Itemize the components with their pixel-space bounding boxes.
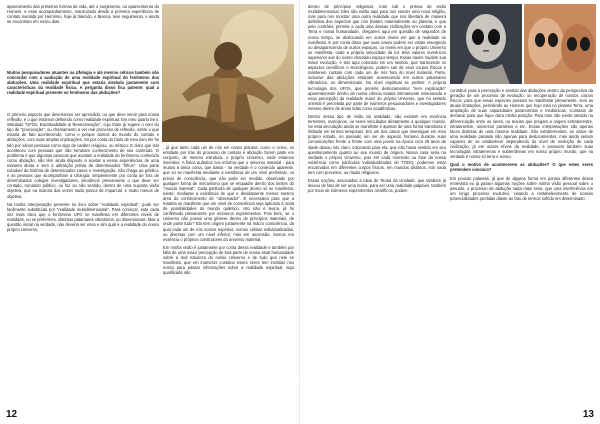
page-number-right: 13 [582,409,594,420]
ancient-figure-painting [162,4,294,142]
paragraph: Dentro dessa tipo de visão da realidade, não existem em essência terrestres, marcianos, ou seres vinculados diretamente a qualquer mundo. Se esta vinculação ainda se manifeste é apenas de uma forma transitória e limitada em termos temporais. Em um dos casos que investiguei em meu próprio estado, no passado um ser de aspecto humano durante suas comunicações frente a frente com uma jovem na época com 28 anos de idade deixou isto claro, colocando para ela, que não havia sentido em seu questionamento quanto ao seu mundo de origem. Nossa casa seria na verdade o próprio Universo, pois em cada momento ou fase da nossa existência como partículas individualizadas do TODO, podemos estar encarnados em diferentes corpos físicos, em mundos distintos. Isto nada tem com preceitos, ou rituais religiosos. [308,113,446,175]
paragraph: dentro de princípios religiosos, mas sob o prisma de visão multidimensional. Eles não estão aqui para nos vender uma nova religião, mas para nos mostrar uma outra realidade que nos libertará de maneira definitiva dos aspectos que nos limitam materialmente ao planeta, e que pelo contrário, permite a cada uma dessas civilizações em contato com a Terra e nossa humanidade, chegarem aqui em questão de segundos de nosso tempo, se deslocando em outros níveis em que a realidade se manifesta. E por conta disso que suas naves podem ser vistas emergindo ou desaparecendo de outros espaços, ou níveis em que o próprio Universo se manifesta, onde a própria velocidade da luz teria valores numéricos superiores aos do nosso chamado espaço-tempo. Essas naves mudam sua maior evolução, e isto aqui colocado em um sentido, que transcende os aspectos científicos e tecnológicos, podem sair de seus corpos físicos e manterem contato com cada um de nós fora do nível material. Parte, inclusive das abduções estariam acontecendo em outros patamares vibratórios, ou dimensionais. No nível espiritual se preferir. A própria tecnologia dos UFOs, que permite deslocamentos "sem explicação" aparentemente dentro de nossa ciência estaria intimamente relacionada a essa percepção da realidade maior do próprio Universo, que no sentido oriental é percebida por parte de inúmeros pesquisadores e investigadores mesmo dentro de áreas tidas como acadêmicas. [308,4,446,111]
alien-gray-image [450,4,522,84]
page-number-left: 12 [6,409,18,420]
alien-gray-photo [450,4,522,84]
left-col2 [163,145,294,413]
paragraph: Em poucas palavras, já que de alguma forma em pontos diferentes dessa entrevista eu já passei algumas noções sobre minha visão pessoal sobre o assunto, o processo de abdução nada mais seria, que uma interferência em um longo processo evolutivo, visando a restabelecimento de nossas potencialidades perdidas diante ao fato de termos sofrido em determinado [450,175,593,201]
left-col1-bold [7,70,159,110]
alien-faces-image [524,4,596,84]
alien-faces-photo [524,4,596,84]
paragraph: Essas noções, associadas a ideia de Teoria da Unidade, que também já deixou de fato de ser uma teoria, para ser uma realidade palpável, também por meio de inúmeros experimentos científicos, podem [308,178,446,194]
right-page [300,0,600,424]
paragraph: contribuir para a percepção e sentido das abduções dentro da perspectiva da geração de um processo de evolução, ou recuperação de nossos corpos físicos, para que essas espécies possam se manifestar plenamente, sem as atuais limitações, permitindo ao Homem que hoje está no planeta Terra, uma ampliação de suas capacidades paranormais e mediúnicas. Contatos de destacar para que fique clara minha posição. Para mim não existe sentido na diferenciação entre os seres, ou teorias que pregam a origem extraterrestre, intraterrestre, universos paralelos e etc. Essas interpretações são apenas faces distintas de uma mesma realidade. São extraterrestres, se vistos de uma realidade paralela não apenas para deslocamentos, mas ainda seriam capazes de se estabelecer dependendo do nível de evolução de cada civilização, já em outros níveis da realidade, e possuem também suas tecnologias intraterrenas e subterrâneas em nosso próprio mundo, que na verdade é nosso só terra e nosso. [450,88,593,160]
paragraph: aparecimento das primeiras formas de vida, até o surgimento, ou aparecimento do Homem, e esse acompanhamento, manicurado desde a primeira experiência de contato mantida por Hermínio, hoje já falecido, e Bianca, teve seguimento, e ainda se encontram em nosso dias. [7,4,159,25]
paragraph: Em minha visão é justamente por conta dessa realidade e também por falta de uma maior percepção de boa parte de nossa atual humanidade sobre a real natureza do nosso Universo e de tudo que nele se manifesta, que em inúmeros contatos esses seres tem insistido nos nosso para passar informações sobre a realidade espiritual, aqui qualificada não [163,244,294,276]
paragraph: Na minha interpretação presente no livro sobre "realidade espiritual", pode ser facilmente substituída por "realidade multidimensional". Para começar, este cada vez mais claro que o fenômeno UFO se manifesta em diferentes níveis de realidade, ou se preferirem, distintos patamares vibratórios, ou dimensionais. Mas a questão inicial na verdade, não deveria ser essa e sim qual é a realidade do nosso próprio Universo, [7,201,159,233]
paragraph: , já que tanto cada um de nós em nosso planeta, como o cerne, os entidade por trás do processo de contato e abdução fazem parte em conjunto, de mesmo estrutura, o próprio Universo, onde estamos inseridos. A física quântica nos informa que o universo material - para muitos a única coisa, que basta - na verdade é o conteúdo aparente, que só se manifesta mediante a existência de um nível preliminar, ou prévio de consciência, que não pode ser medido, observado por qualquer forma de mecanismo que se enquadre dentro dos limites do "mundo material". Cada partícula de qualquer átomo só se manifesta, existe, mediante a existência de que e devidamente menos mesmo área do conhecimento de "observador". É necessária para que a matéria se manifeste que um nível de consciência seja aplicado à onda de possibilidades do mundo quântico. Isto não é teoria, já foi confirmado plenamente por inúmeros experimentos. Pois bem, se o Universo não possui uma gênese dentro de princípios materiais, de onde parte tudo? Ela tem origem justamente na macro consciência, da qual cada um de nós somos espíritos, somos células individualizadas, ou diversas com um nível inferior, mas em ascensão. Somos em essência o próprios construtores do universo material. [163,145,294,242]
left-col1-main [7,112,159,407]
right-col1 [308,4,446,414]
highlight-paragraph: Muitos pesquisadores atuantes na Ufologia e até mesmo céticos também vão concordar com a avaliação de uma realidade espiritual do fenômeno dos abduções. Uma realidade espiritual que estaria atrelada justamente com características da realidade física. A pergunta disso fica patente: qual a realidade espiritual presente no fenômeno das abduções? [7,70,159,96]
left-col1-top [7,4,159,67]
paragraph: O primeiro aspecto que deveríamos ser aprendido, ou que deve servir para nossa reflexão, é o que estamos definindo como realidade espiritual. Em meu quarto livro, intitulado "UFOs, Espiritualidade & Reencarnação", cujo título já sugere o eixo do tipo de "provocação", ou chamamento a ver real processo de reflexão, sobre o que estaria de fato acontecendo, como e porque damos do mundo do contato e abduções, com suas amplas implicações. Só por conta do título de meu livro ele foi tido por vários pessoas como algo de caráter religioso, ou místico. E claro que isto aconteceu com pessoas que não tomaram conhecimento de seu conteúdo. O problema é que algumas pessoas que aceitam a realidade do fenômeno conhecido como abdução, não têm ainda disposto a aceitar a essas experiências de uma maneira direta e sem a utilização prévia de determinados "filtros". Uma parte razoável da história de determinados casos e investigação, não chega ao público, e as pessoas que acompanham a Ufologia, simplesmente por conta de fora de determinados colegas investigadores, decidimos previamente o que deve ser contado, tornando público, ou faz ou não sentido, dentro de uma suposta visão objetiva, que na maioria das vezes nada possui de imparcial, e muito menos de objetiva. [7,112,159,199]
question-heading: Qual o motivo de acontecerem as abduções? O que estes seres pretendem conosco? [450,162,593,173]
right-col2 [450,88,593,414]
ancient-figure-illustration [162,4,294,142]
